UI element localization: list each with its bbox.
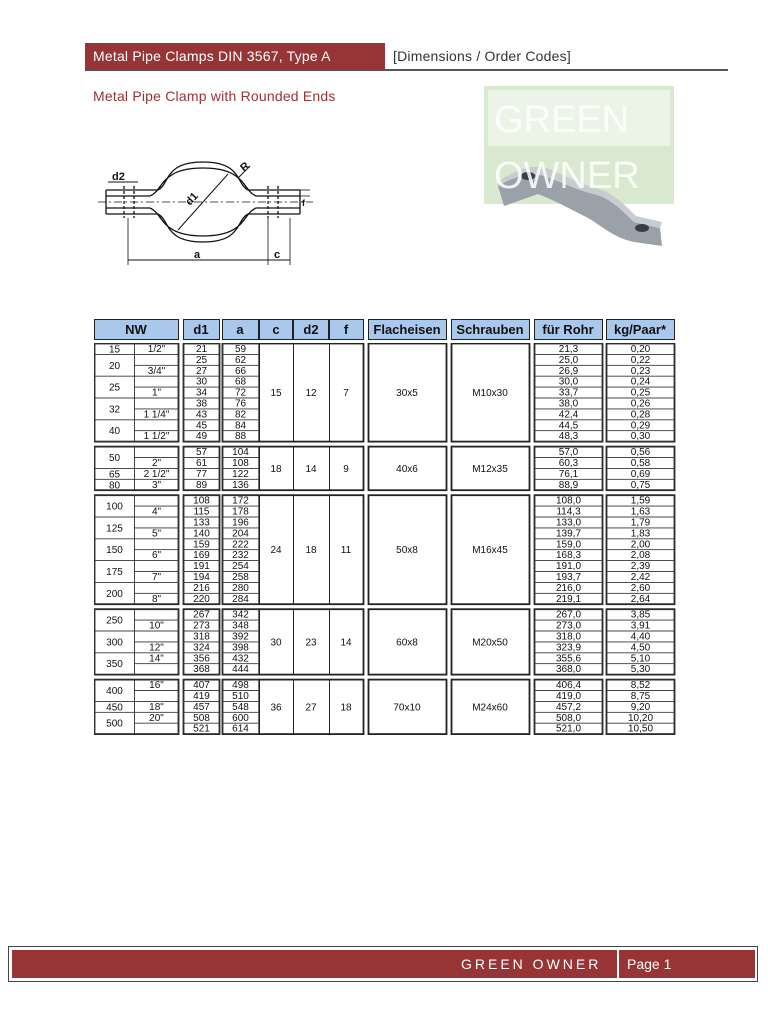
cell-kg: 3,85 — [630, 609, 651, 621]
cell-c: 30 — [270, 637, 282, 649]
cell-kg: 0,22 — [630, 354, 651, 366]
cell-d1: 419 — [193, 691, 210, 702]
cell-inch: 14" — [149, 653, 164, 665]
cell-kg: 4,40 — [630, 631, 651, 643]
watermark-line1: GREEN — [494, 99, 630, 141]
cell-kg: 10,20 — [627, 712, 654, 724]
cell-a: 59 — [234, 344, 247, 355]
cell-rohr: 44,5 — [558, 420, 579, 432]
cell-kg: 0,26 — [630, 398, 651, 410]
cell-kg: 0,75 — [630, 479, 651, 491]
table-cell — [135, 631, 179, 642]
cell-a: 172 — [232, 495, 249, 507]
col-schrauben: Schrauben — [456, 322, 524, 337]
cell-d1: 77 — [195, 468, 208, 480]
cell-nw: 20 — [108, 360, 121, 372]
cell-a: 178 — [232, 506, 249, 518]
cell-d1: 318 — [193, 631, 210, 643]
cell-rohr: 38,0 — [558, 398, 579, 410]
cell-d1: 220 — [193, 593, 210, 605]
table-cell — [135, 376, 179, 387]
cell-rohr: 30,0 — [558, 376, 579, 388]
cell-schrauben: M20x50 — [472, 637, 508, 649]
cell-inch: 3/4" — [147, 365, 166, 377]
group-frame — [95, 344, 179, 442]
cell-a: 498 — [232, 680, 249, 692]
cell-kg: 10,50 — [627, 723, 654, 735]
cell-kg: 8,75 — [630, 691, 651, 702]
cell-nw: 250 — [106, 615, 123, 627]
cell-d1: 61 — [195, 458, 208, 469]
cell-rohr: 191,0 — [555, 561, 582, 573]
cell-d1: 267 — [193, 609, 210, 621]
table-cell — [135, 561, 179, 572]
table-cell — [135, 517, 179, 528]
cell-a: 548 — [232, 701, 249, 713]
cell-a: 280 — [232, 582, 249, 594]
cell-d1: 191 — [193, 561, 210, 573]
cell-d1: 140 — [193, 528, 210, 540]
diagram-label-f: f — [302, 198, 305, 208]
cell-nw: 450 — [106, 702, 123, 714]
cell-rohr: 133,0 — [555, 517, 582, 529]
cell-a: 66 — [234, 365, 247, 377]
cell-f: 11 — [340, 545, 352, 557]
col-c: c — [272, 322, 280, 337]
cell-inch: 3" — [151, 479, 162, 491]
cell-nw: 300 — [106, 637, 123, 649]
cell-kg: 2,60 — [630, 582, 651, 594]
table-cell — [135, 582, 179, 593]
cell-kg: 2,08 — [630, 550, 651, 562]
cell-kg: 0,30 — [630, 431, 651, 443]
cell-kg: 4,50 — [630, 642, 651, 654]
footer-brand: GREEN OWNER — [461, 956, 602, 972]
cell-rohr: 521,0 — [555, 723, 582, 735]
table-cell — [135, 609, 179, 620]
cell-kg: 2,39 — [630, 561, 651, 573]
cell-nw: 500 — [106, 718, 123, 730]
header-rule — [85, 69, 728, 71]
cell-a: 122 — [232, 468, 249, 480]
cell-flacheisen: 70x10 — [393, 702, 421, 714]
cell-a: 232 — [232, 550, 249, 562]
cell-nw: 400 — [106, 686, 123, 697]
cell-f: 9 — [343, 463, 349, 475]
cell-inch: 4" — [151, 506, 162, 518]
table-cell — [135, 354, 179, 365]
col-d1: d1 — [193, 322, 209, 337]
cell-d1: 159 — [193, 539, 210, 551]
watermark-line2: OWNER — [494, 155, 640, 197]
cell-c: 18 — [270, 463, 282, 475]
table-header-cells — [94, 319, 678, 341]
cell-d1: 273 — [193, 620, 210, 632]
cell-flacheisen: 30x5 — [396, 388, 418, 400]
cell-a: 136 — [232, 479, 249, 491]
cell-nw: 200 — [106, 588, 123, 600]
cell-inch: 2 1/2" — [143, 468, 170, 480]
cell-a: 222 — [232, 539, 249, 551]
cell-rohr: 168,3 — [555, 550, 582, 562]
clamp-diagram — [98, 150, 313, 270]
dimensions-table — [94, 343, 678, 808]
cell-d1: 356 — [193, 653, 210, 665]
cell-inch: 1 1/4" — [143, 409, 170, 421]
cell-kg: 1,59 — [630, 495, 651, 507]
cell-nw: 15 — [108, 344, 121, 356]
cell-d1: 407 — [193, 680, 210, 692]
cell-schrauben: M12x35 — [472, 463, 508, 475]
cell-nw: 25 — [108, 382, 121, 394]
header-section: [Dimensions / Order Codes] — [393, 48, 571, 64]
cell-kg: 0,69 — [630, 468, 651, 480]
cell-flacheisen: 60x8 — [396, 637, 418, 649]
cell-rohr: 216,0 — [555, 582, 582, 594]
cell-d1: 49 — [195, 431, 208, 443]
cell-kg: 1,63 — [630, 506, 651, 518]
cell-rohr: 273,0 — [555, 620, 582, 632]
cell-d1: 27 — [195, 365, 208, 377]
cell-a: 614 — [232, 723, 249, 735]
cell-rohr: 139,7 — [555, 528, 582, 540]
cell-rohr: 33,7 — [558, 387, 579, 399]
page-number: Page 1 — [627, 956, 672, 972]
cell-rohr: 48,3 — [558, 431, 579, 443]
cell-c: 36 — [270, 702, 282, 714]
cell-a: 258 — [232, 572, 249, 583]
cell-rohr: 21,3 — [558, 344, 579, 355]
cell-d1: 38 — [195, 398, 208, 410]
cell-inch: 2" — [151, 458, 162, 469]
diagram-label-d1: d1 — [183, 190, 201, 209]
cell-a: 88 — [234, 431, 247, 443]
col-d2: d2 — [303, 322, 319, 337]
cell-a: 398 — [232, 642, 249, 654]
cell-a: 444 — [232, 664, 249, 676]
cell-d1: 169 — [193, 550, 210, 562]
cell-f: 7 — [343, 388, 349, 400]
cell-d1: 324 — [193, 642, 210, 654]
cell-kg: 9,20 — [630, 701, 651, 713]
cell-kg: 3,91 — [630, 620, 651, 632]
col-a: a — [236, 322, 244, 337]
cell-inch: 8" — [151, 593, 162, 605]
cell-a: 342 — [232, 609, 249, 621]
cell-rohr: 108,0 — [555, 495, 582, 507]
cell-d1: 216 — [193, 582, 210, 594]
diagram-label-c: c — [274, 249, 281, 261]
cell-nw: 125 — [106, 523, 123, 535]
cell-rohr: 193,7 — [555, 572, 582, 583]
page-subtitle: Metal Pipe Clamp with Rounded Ends — [93, 88, 336, 104]
cell-nw: 175 — [106, 567, 123, 578]
cell-a: 204 — [232, 528, 249, 540]
header-title: Metal Pipe Clamps DIN 3567, Type A — [93, 48, 331, 64]
cell-kg: 5,10 — [630, 653, 651, 665]
col-flacheisen: Flacheisen — [373, 322, 441, 337]
table-cell — [135, 420, 179, 431]
cell-rohr: 419,0 — [555, 691, 582, 702]
cell-kg: 2,00 — [630, 539, 651, 551]
cell-d1: 30 — [195, 376, 208, 388]
cell-rohr: 42,4 — [558, 409, 579, 421]
cell-d1: 521 — [193, 723, 210, 735]
cell-f: 18 — [340, 702, 352, 714]
cell-rohr: 114,3 — [556, 506, 581, 518]
col-fuer-rohr: für Rohr — [542, 322, 594, 337]
cell-d1: 194 — [193, 572, 210, 583]
cell-rohr: 88,9 — [558, 479, 579, 491]
cell-kg: 8,52 — [630, 680, 651, 692]
cell-a: 600 — [232, 712, 249, 724]
cell-d1: 34 — [195, 387, 208, 399]
cell-d1: 57 — [195, 447, 208, 459]
cell-inch: 1" — [151, 387, 162, 399]
cell-flacheisen: 50x8 — [396, 545, 418, 557]
cell-d1: 43 — [195, 409, 208, 421]
cell-rohr: 159,0 — [555, 539, 582, 551]
cell-inch: 18" — [149, 701, 164, 713]
cell-inch: 12" — [149, 642, 164, 654]
cell-d1: 89 — [195, 479, 208, 491]
cell-schrauben: M16x45 — [472, 545, 508, 557]
cell-c: 24 — [270, 545, 282, 557]
cell-d2: 12 — [305, 388, 317, 400]
cell-d1: 457 — [193, 701, 210, 713]
cell-rohr: 406,4 — [555, 680, 582, 692]
col-nw: NW — [125, 322, 147, 337]
cell-kg: 2,42 — [630, 572, 651, 583]
diagram-label-a: a — [194, 249, 201, 261]
cell-inch: 5" — [151, 528, 162, 540]
table-cell — [135, 398, 179, 409]
cell-nw: 65 — [108, 469, 121, 481]
cell-nw: 150 — [106, 545, 123, 557]
table-cell — [135, 664, 179, 675]
table-cell — [135, 723, 179, 734]
cell-a: 76 — [234, 398, 247, 410]
cell-d1: 368 — [193, 664, 210, 676]
cell-rohr: 57,0 — [558, 447, 579, 459]
cell-kg: 0,58 — [630, 458, 651, 469]
cell-a: 348 — [232, 620, 249, 632]
cell-nw: 80 — [108, 480, 121, 492]
cell-kg: 0,25 — [630, 387, 651, 399]
cell-kg: 0,56 — [630, 447, 651, 459]
cell-rohr: 60,3 — [558, 458, 579, 469]
cell-a: 196 — [232, 517, 249, 529]
cell-kg: 5,30 — [630, 664, 651, 676]
col-kg-paar: kg/Paar* — [613, 322, 667, 337]
cell-rohr: 355,6 — [555, 653, 582, 665]
cell-a: 72 — [234, 387, 247, 399]
cell-kg: 1,83 — [630, 528, 651, 540]
cell-d1: 21 — [195, 344, 208, 355]
cell-d1: 108 — [193, 495, 210, 507]
cell-d2: 27 — [305, 702, 317, 714]
cell-a: 392 — [232, 631, 249, 643]
cell-inch: 7" — [151, 572, 162, 583]
cell-d1: 45 — [195, 420, 208, 432]
table-cell — [135, 447, 179, 458]
cell-a: 82 — [234, 409, 247, 421]
cell-rohr: 318,0 — [555, 631, 582, 643]
cell-nw: 50 — [108, 453, 121, 464]
cell-a: 62 — [234, 354, 247, 366]
cell-nw: 40 — [108, 426, 121, 438]
table-cell — [135, 691, 179, 702]
cell-nw: 100 — [106, 501, 123, 513]
product-photo — [484, 86, 676, 261]
cell-inch: 1 1/2" — [143, 431, 170, 443]
cell-nw: 350 — [106, 659, 123, 671]
cell-nw: 32 — [108, 404, 121, 416]
diagram-label-d2: d2 — [112, 171, 125, 183]
cell-kg: 1,79 — [630, 517, 651, 529]
cell-a: 510 — [232, 691, 249, 702]
cell-kg: 0,20 — [630, 344, 651, 355]
cell-a: 68 — [234, 376, 247, 388]
cell-a: 432 — [232, 653, 249, 665]
table-header — [94, 319, 678, 344]
cell-rohr: 267,0 — [555, 609, 582, 621]
cell-d1: 133 — [193, 517, 210, 529]
cell-rohr: 26,9 — [558, 365, 579, 377]
cell-kg: 0,24 — [630, 376, 651, 388]
cell-d1: 115 — [193, 506, 210, 518]
cell-d2: 14 — [305, 463, 317, 475]
cell-rohr: 25,0 — [558, 354, 579, 366]
cell-a: 108 — [232, 458, 249, 469]
cell-schrauben: M24x60 — [472, 702, 508, 714]
cell-inch: 6" — [151, 550, 162, 562]
cell-flacheisen: 40x6 — [396, 463, 418, 475]
cell-a: 84 — [234, 420, 247, 432]
cell-inch: 16" — [149, 680, 164, 692]
cell-rohr: 219,1 — [555, 593, 582, 605]
cell-d1: 25 — [195, 354, 208, 366]
cell-f: 14 — [340, 637, 352, 649]
cell-kg: 0,28 — [630, 409, 651, 421]
col-f: f — [343, 322, 349, 337]
table-cell — [135, 539, 179, 550]
cell-kg: 0,23 — [630, 365, 651, 377]
cell-d1: 508 — [193, 712, 210, 724]
cell-rohr: 323,9 — [555, 642, 582, 654]
table-cell — [135, 495, 179, 506]
cell-rohr: 457,2 — [555, 701, 582, 713]
cell-kg: 0,29 — [630, 420, 651, 432]
footer-divider — [617, 950, 619, 978]
cell-a: 284 — [232, 593, 249, 605]
cell-schrauben: M10x30 — [472, 388, 508, 400]
cell-inch: 1/2" — [147, 344, 166, 355]
cell-rohr: 76,1 — [558, 468, 579, 480]
cell-d2: 23 — [305, 637, 317, 649]
cell-c: 15 — [270, 388, 282, 400]
cell-inch: 20" — [149, 712, 164, 724]
cell-inch: 10" — [149, 620, 164, 632]
cell-d2: 18 — [305, 545, 317, 557]
cell-rohr: 508,0 — [555, 712, 582, 724]
diagram-label-r: R — [238, 159, 253, 175]
cell-rohr: 368,0 — [555, 664, 582, 676]
cell-a: 254 — [232, 561, 249, 573]
cell-kg: 2,64 — [630, 593, 651, 605]
cell-a: 104 — [232, 447, 249, 459]
